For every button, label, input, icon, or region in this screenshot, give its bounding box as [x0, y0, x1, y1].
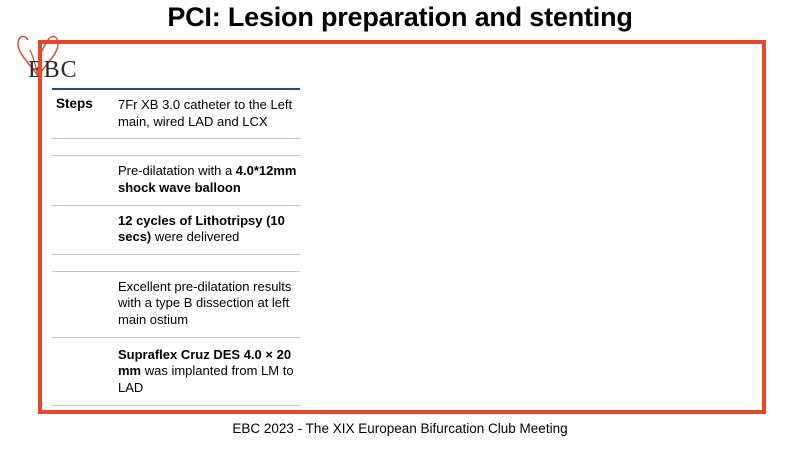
table-row — [52, 205, 300, 254]
step-text-1 — [112, 90, 300, 138]
empty-label-cell — [52, 206, 112, 218]
table-row — [52, 337, 300, 406]
table-row-spacer — [52, 254, 300, 271]
step-2-segment-1: Pre-dilatation with a — [118, 163, 236, 179]
slide-footer: EBC 2023 - The XIX European Bifurcation Club Meeting — [232, 421, 568, 436]
empty-label-cell — [52, 156, 112, 168]
step-5-segment-2: was implanted from LM to LAD — [118, 363, 294, 395]
steps-table — [52, 88, 300, 406]
step-text-2 — [112, 156, 300, 204]
step-text-3 — [112, 206, 300, 254]
table-row — [52, 271, 300, 337]
step-5-segment-1: Supraflex Cruz DES 4.0 × 20 mm — [118, 346, 292, 379]
step-text-5 — [112, 338, 300, 405]
steps-label: Steps — [56, 96, 93, 111]
table-row — [52, 155, 300, 204]
step-3-segment-1: 12 cycles of Lithotripsy (10 secs) — [118, 212, 285, 245]
step-text-4 — [112, 272, 300, 337]
empty-label-cell — [52, 272, 112, 284]
step-1-segment-1: 7Fr XB 3.0 catheter to the Left main, wired LAD and LCX — [118, 97, 293, 129]
page-title: PCI: Lesion preparation and stenting — [167, 2, 633, 32]
step-2-segment-2: 4.0*12mm shock wave balloon — [118, 163, 297, 195]
step-3-segment-2: were delivered — [151, 229, 240, 245]
ebc-logo-label: EBC — [28, 57, 78, 83]
step-4-segment-1: Excellent pre-dilatation results with a type B dissection at left main ostium — [118, 278, 292, 327]
empty-label-cell — [52, 338, 112, 350]
table-row — [52, 88, 300, 138]
table-row-spacer — [52, 138, 300, 155]
